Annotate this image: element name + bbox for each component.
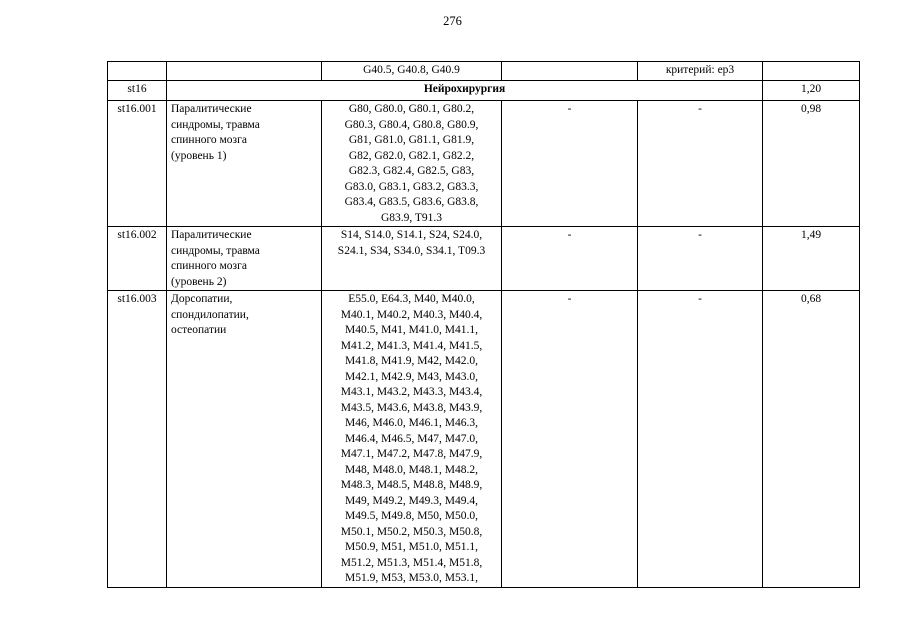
diag-line: M40.5, M41, M41.0, M41.1, [345, 324, 478, 336]
diag-line: M49, M49.2, M49.3, M49.4, [345, 494, 478, 507]
diag-line: G81, G81.0, G81.1, G81.9, [348, 134, 475, 146]
cell-name [167, 101, 322, 227]
section-row [108, 81, 860, 101]
diag-line: M46.4, M46.5, M47, M47.0, [345, 432, 478, 445]
cell-col5: - [638, 101, 763, 227]
name-line: синдромы, травма [171, 244, 260, 257]
diag-line: M48.3, M48.5, M48.8, M48.9, [340, 479, 483, 491]
diag-line: M43.5, M43.6, M43.8, M43.9, [340, 401, 483, 414]
diag-line: M50.1, M50.2, M50.3, M50.8, [340, 525, 483, 538]
name-line: (уровень 2) [171, 275, 227, 288]
name-line: (уровень 1) [171, 149, 227, 162]
diag-line: G83.9, T91.3 [380, 211, 443, 224]
diag-line: M51.9, M53, M53.0, M53.1, [345, 572, 478, 584]
section-code: st16 [108, 81, 167, 101]
diag-line: G82.3, G82.4, G82.5, G83, [348, 165, 475, 177]
diag-line: M43.1, M43.2, M43.3, M43.4, [340, 386, 483, 398]
section-coefficient: 1,20 [763, 81, 860, 101]
page-number: 276 [443, 14, 462, 28]
cell-code: st16.002 [108, 227, 167, 291]
cell-criterion: критерий: ep3 [638, 62, 763, 81]
cell-diagnoses [322, 291, 502, 588]
diag-line: M40.1, M40.2, M40.3, M40.4, [340, 308, 483, 321]
diag-line: S24.1, S34, S34.0, S34.1, T09.3 [337, 244, 486, 257]
name-line: Паралитические [171, 103, 252, 115]
diag-line: M41.2, M41.3, M41.4, M41.5, [340, 339, 483, 352]
table-row [108, 291, 860, 588]
diag-line: M41.8, M41.9, M42, M42.0, [345, 355, 478, 367]
name-line: Паралитические [171, 229, 252, 241]
diag-line: S14, S14.0, S14.1, S24, S24.0, [340, 229, 483, 241]
cell-col4: - [502, 101, 638, 227]
cell-name [167, 291, 322, 588]
cell-coefficient: 1,49 [763, 227, 860, 291]
cell-coefficient [763, 62, 860, 81]
diag-line: G82, G82.0, G82.1, G82.2, [348, 149, 475, 162]
cell-diagnoses [322, 101, 502, 227]
cell-coefficient: 0,98 [763, 101, 860, 227]
diag-line: G83.4, G83.5, G83.6, G83.8, [344, 196, 479, 208]
diag-line: G80.3, G80.4, G80.8, G80.9, [344, 118, 479, 131]
section-title: Нейрохирургия [167, 81, 763, 101]
name-line: остеопатии [171, 324, 227, 336]
name-line: спондилопатии, [171, 308, 249, 321]
cell-code: st16.001 [108, 101, 167, 227]
cell-col4 [502, 62, 638, 81]
cell-diagnoses [322, 227, 502, 291]
name-line: спинного мозга [171, 260, 247, 272]
diag-line: M47.1, M47.2, M47.8, M47.9, [340, 448, 483, 460]
cell-code: st16.003 [108, 291, 167, 588]
diag-line: M51.2, M51.3, M51.4, M51.8, [340, 556, 483, 569]
diag-line: M50.9, M51, M51.0, M51.1, [345, 541, 478, 553]
cell-col4: - [502, 291, 638, 588]
cell-col4: - [502, 227, 638, 291]
cell-name [167, 62, 322, 81]
table-row [108, 62, 860, 81]
name-line: Дорсопатии, [171, 293, 233, 305]
diag-line: M49.5, M49.8, M50, M50.0, [345, 510, 478, 522]
table-row [108, 101, 860, 227]
table-row [108, 227, 860, 291]
cell-diagnoses: G40.5, G40.8, G40.9 [322, 62, 502, 81]
diag-line: G80, G80.0, G80.1, G80.2, [348, 103, 475, 115]
cell-code [108, 62, 167, 81]
diag-line: M48, M48.0, M48.1, M48.2, [345, 463, 478, 476]
cell-col5: - [638, 227, 763, 291]
name-line: спинного мозга [171, 134, 247, 146]
diag-line: M46, M46.0, M46.1, M46.3, [345, 417, 478, 429]
cell-name [167, 227, 322, 291]
diag-line: G83.0, G83.1, G83.2, G83.3, [344, 180, 479, 193]
tariff-table [107, 61, 860, 588]
diag-line: M42.1, M42.9, M43, M43.0, [345, 370, 478, 383]
cell-coefficient: 0,68 [763, 291, 860, 588]
name-line: синдромы, травма [171, 118, 260, 131]
cell-col5: - [638, 291, 763, 588]
diag-line: E55.0, E64.3, M40, M40.0, [348, 293, 475, 305]
